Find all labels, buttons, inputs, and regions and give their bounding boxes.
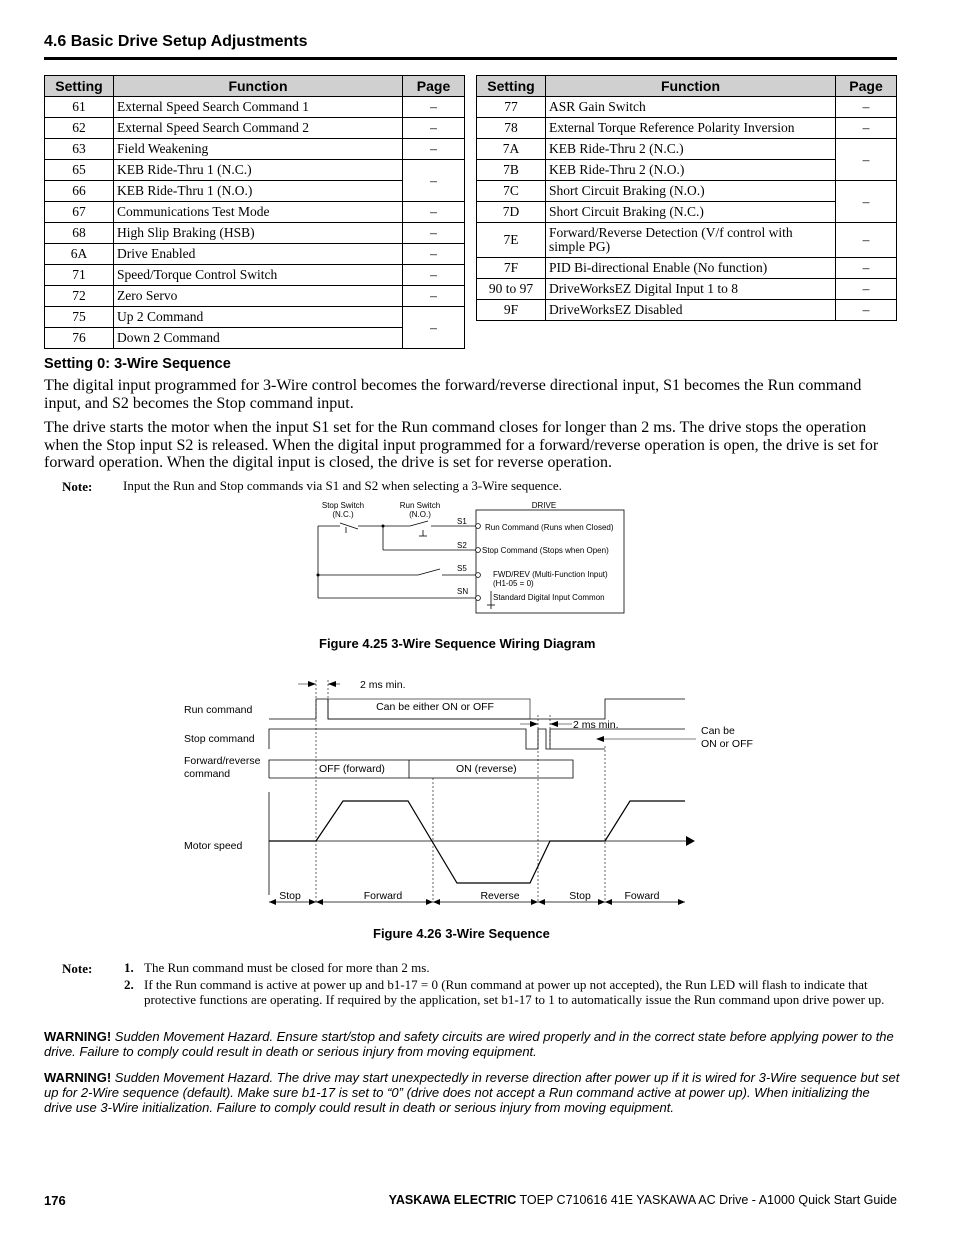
stop-command-desc: Stop Command (Stops when Open): [482, 546, 609, 555]
table-row: [477, 118, 897, 139]
parameter-table-right: [476, 75, 897, 321]
page-cell: –: [836, 97, 897, 118]
terminal-label: SN: [457, 587, 469, 596]
figure-caption: Figure 4.25 3-Wire Sequence Wiring Diagram: [319, 636, 596, 651]
column-header: Page: [403, 76, 465, 97]
table-row: [477, 181, 897, 202]
table-row: [45, 139, 465, 160]
setting-cell: 72: [45, 286, 114, 307]
function-cell: KEB Ride-Thru 1 (N.O.): [114, 181, 403, 202]
page-cell: –: [403, 223, 465, 244]
setting-cell: 61: [45, 97, 114, 118]
function-cell: Communications Test Mode: [114, 202, 403, 223]
notes-label: Note:: [62, 961, 93, 976]
function-cell: Zero Servo: [114, 286, 403, 307]
list-item: 1. The Run command must be closed for more than 2 ms.: [124, 960, 430, 975]
function-cell: KEB Ride-Thru 2 (N.C.): [546, 139, 836, 160]
function-cell: Up 2 Command: [114, 307, 403, 328]
function-cell: Forward/Reverse Detection (V/f control with simple PG): [546, 223, 836, 258]
setting-cell: 76: [45, 328, 114, 349]
time-axis-arrow: [686, 836, 695, 846]
terminal-label: S2: [457, 541, 467, 550]
fwdrev-switch-contact: [418, 569, 440, 575]
function-cell: Short Circuit Braking (N.O.): [546, 181, 836, 202]
table-row: [45, 202, 465, 223]
column-header: Page: [836, 76, 897, 97]
stop-command-signal: [269, 729, 605, 749]
setting-cell: 67: [45, 202, 114, 223]
page-cell: –: [403, 139, 465, 160]
table-row: [45, 223, 465, 244]
setting-cell: 77: [477, 97, 546, 118]
phase-label: Stop: [569, 890, 591, 902]
setting-cell: 78: [477, 118, 546, 139]
can-be-label: Can be: [701, 725, 735, 737]
column-header: Function: [546, 76, 836, 97]
function-cell: High Slip Braking (HSB): [114, 223, 403, 244]
table-row: [477, 223, 897, 258]
stop-command-label: Stop command: [184, 733, 255, 745]
table-row: [477, 202, 897, 223]
run-switch-type: (N.O.): [409, 510, 431, 519]
function-cell: DriveWorksEZ Disabled: [546, 300, 836, 321]
note-line: [62, 478, 92, 496]
setting-cell: 7A: [477, 139, 546, 160]
common-desc: Standard Digital Input Common: [493, 593, 605, 602]
run-switch-label: Run Switch: [399, 501, 441, 510]
off-forward-label: OFF (forward): [319, 763, 385, 775]
column-header: Setting: [45, 76, 114, 97]
table-row: [477, 160, 897, 181]
footer-brand: YASKAWA ELECTRIC: [388, 1193, 517, 1207]
setting-cell: 68: [45, 223, 114, 244]
table-row: [45, 265, 465, 286]
min-time-label: 2 ms min.: [573, 719, 619, 731]
parameter-table-left: [44, 75, 465, 349]
terminal-sn: [476, 596, 481, 601]
page-cell: –: [403, 160, 465, 202]
page-cell: –: [836, 258, 897, 279]
footer-doc: TOEP C710616 41E YASKAWA AC Drive - A1000 Quick Start Guide: [519, 1193, 897, 1207]
column-header: Function: [114, 76, 403, 97]
table-row: [45, 328, 465, 349]
setting-cell: 7E: [477, 223, 546, 258]
table-row: [477, 97, 897, 118]
page-cell: –: [403, 265, 465, 286]
timing-diagram: [180, 670, 753, 910]
setting-cell: 71: [45, 265, 114, 286]
terminal-s1: [476, 524, 481, 529]
section-title: 4.6 Basic Drive Setup Adjustments: [44, 33, 308, 50]
stop-switch-contact: [340, 523, 358, 529]
function-cell: KEB Ride-Thru 1 (N.C.): [114, 160, 403, 181]
table-row: [45, 307, 465, 328]
terminal-s2: [476, 548, 481, 553]
page-cell: –: [836, 223, 897, 258]
page-cell: –: [836, 279, 897, 300]
subsection-heading: Setting 0: 3-Wire Sequence: [44, 356, 231, 372]
fwdrev-param: (H1-05 = 0): [493, 579, 534, 588]
table-row: [477, 279, 897, 300]
setting-cell: 62: [45, 118, 114, 139]
section-header: [44, 33, 897, 60]
note-text: Input the Run and Stop commands via S1 and S2 when selecting a 3-Wire sequence.: [123, 478, 562, 493]
paragraph: The drive starts the motor when the input S1 set for the Run command closes for longer than 2 ms. The drive stops the operation when the Stop input S2 is released. When the digital input programmed for a forward/reverse operation is open, the drive is set for forward operation. When the digital input is closed, the drive is set for reverse operation.: [44, 419, 879, 471]
table-row: [45, 244, 465, 265]
run-command-desc: Run Command (Runs when Closed): [485, 523, 614, 532]
setting-cell: 9F: [477, 300, 546, 321]
fwdrev-label: command: [184, 768, 231, 780]
page-cell: –: [403, 286, 465, 307]
page-cell: –: [403, 97, 465, 118]
notes-list: [124, 960, 899, 1007]
stop-switch-label: Stop Switch: [321, 501, 365, 510]
table-row: [45, 97, 465, 118]
setting-cell: 7B: [477, 160, 546, 181]
table-row: [45, 118, 465, 139]
setting-cell: 7C: [477, 181, 546, 202]
terminal-label: S1: [457, 517, 467, 526]
motor-speed-label: Motor speed: [184, 840, 243, 852]
fwdrev-label: Forward/reverse: [184, 755, 261, 767]
terminal-s5: [476, 573, 481, 578]
table-row: [45, 286, 465, 307]
drive-label: DRIVE: [531, 501, 557, 510]
function-cell: Drive Enabled: [114, 244, 403, 265]
function-cell: Field Weakening: [114, 139, 403, 160]
function-cell: ASR Gain Switch: [546, 97, 836, 118]
page-cell: –: [836, 300, 897, 321]
warning-text: Sudden Movement Hazard. Ensure start/stop and safety circuits are wired properly and in the correct state before applying power to the drive. Failure to comply could result in death or serious injury from moving equipment.: [44, 1029, 894, 1059]
column-header: Setting: [477, 76, 546, 97]
min-time-label: 2 ms min.: [360, 679, 406, 691]
note-label: Note:: [62, 479, 93, 494]
page-cell: –: [836, 181, 897, 223]
table-row: [477, 139, 897, 160]
stop-switch-type: (N.C.): [332, 510, 354, 519]
fwdrev-signal: [269, 760, 573, 778]
setting-cell: 63: [45, 139, 114, 160]
setting-cell: 7D: [477, 202, 546, 223]
function-cell: Short Circuit Braking (N.C.): [546, 202, 836, 223]
motor-speed-curve: [269, 801, 685, 883]
function-cell: PID Bi-directional Enable (No function): [546, 258, 836, 279]
table-header-row: [477, 76, 897, 97]
setting-cell: 65: [45, 160, 114, 181]
function-cell: KEB Ride-Thru 2 (N.O.): [546, 160, 836, 181]
warning-label: WARNING!: [44, 1070, 112, 1085]
run-command-label: Run command: [184, 704, 253, 716]
paragraph: The digital input programmed for 3-Wire control becomes the forward/reverse directional input, S1 becomes the Run command input, and S2 becomes the Stop command input.: [44, 377, 862, 412]
setting-cell: 7F: [477, 258, 546, 279]
function-cell: External Torque Reference Polarity Inversion: [546, 118, 836, 139]
table-row: [477, 300, 897, 321]
list-item: 2. If the Run command is active at power up and b1-17 = 0 (Run command at power up not accepted), the Run LED will flash to indicate that protective functions are operating. If required by the application, set b1-17 to 1 to automatically issue the Run command upon drive power up.: [124, 977, 885, 1007]
table-header-row: [45, 76, 465, 97]
function-cell: Speed/Torque Control Switch: [114, 265, 403, 286]
table-row: [45, 181, 465, 202]
function-cell: DriveWorksEZ Digital Input 1 to 8: [546, 279, 836, 300]
on-reverse-label: ON (reverse): [456, 763, 517, 775]
phase-label: Forward: [363, 890, 403, 902]
phase-label: Reverse: [480, 890, 520, 902]
function-cell: Down 2 Command: [114, 328, 403, 349]
setting-cell: 90 to 97: [477, 279, 546, 300]
setting-cell: 6A: [45, 244, 114, 265]
page-number: 176: [44, 1193, 66, 1208]
page-cell: –: [836, 139, 897, 181]
function-cell: External Speed Search Command 2: [114, 118, 403, 139]
page-cell: –: [403, 118, 465, 139]
page-cell: –: [403, 307, 465, 349]
setting-cell: 66: [45, 181, 114, 202]
wiring-diagram: [300, 495, 640, 620]
warning-text: Sudden Movement Hazard. The drive may start unexpectedly in reverse direction after power up if it is wired for 3-Wire sequence but set up for 2-Wire sequence (default). Make sure b1-17 is set to “0” (drive does not accept a Run command active at power up). When initializing the drive use 3-Wire initialization. Failure to comply could result in death or serious injury from moving equipment.: [44, 1070, 900, 1115]
table-row: [477, 258, 897, 279]
can-be-label: ON or OFF: [701, 738, 753, 750]
page-cell: –: [403, 202, 465, 223]
either-label: Can be either ON or OFF: [376, 701, 494, 713]
terminal-label: S5: [457, 564, 467, 573]
run-switch-contact: [410, 521, 428, 526]
page-cell: –: [403, 244, 465, 265]
phase-label: Foward: [624, 890, 660, 902]
table-row: [45, 160, 465, 181]
warning-block: [44, 1070, 900, 1115]
setting-cell: 75: [45, 307, 114, 328]
warning-label: WARNING!: [44, 1029, 112, 1044]
function-cell: External Speed Search Command 1: [114, 97, 403, 118]
figure-caption: Figure 4.26 3-Wire Sequence: [373, 926, 550, 941]
footer-doc-info: [389, 1193, 897, 1207]
page-cell: –: [836, 118, 897, 139]
fwdrev-desc: FWD/REV (Multi-Function Input): [493, 570, 608, 579]
warning-block: [44, 1029, 900, 1059]
phase-label: Stop: [279, 890, 301, 902]
